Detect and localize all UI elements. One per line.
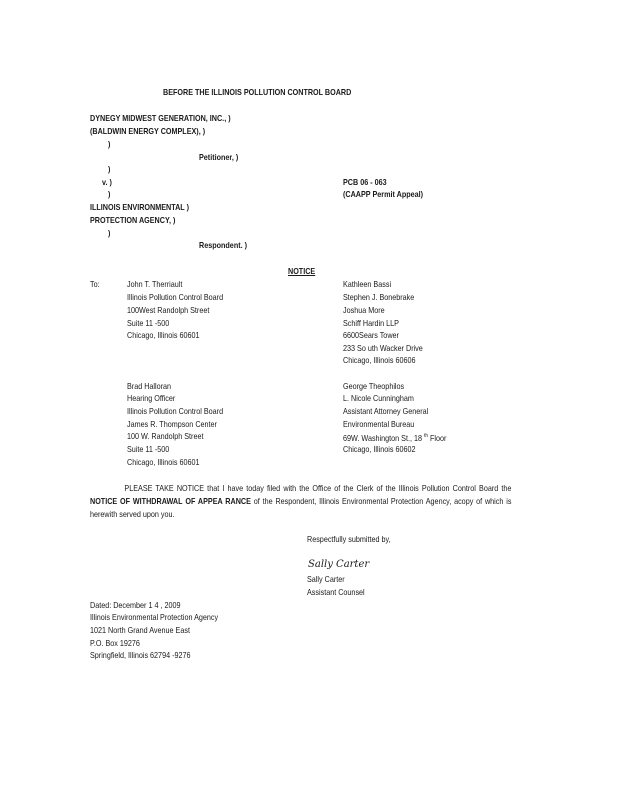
address-line: Environmental Bureau xyxy=(343,419,415,429)
case-number: PCB 06 - 063 xyxy=(343,177,387,187)
address-line: 100West Randolph Street xyxy=(127,305,210,315)
agency-address-line: P.O. Box 19276 xyxy=(90,638,140,648)
caption-paren: ) xyxy=(108,139,111,149)
caption-paren: ) xyxy=(108,164,111,174)
address-line: Suite 11 -500 xyxy=(127,444,170,454)
floor-text: Floor xyxy=(429,432,447,443)
address-line: Chicago, Illinois 60601 xyxy=(127,330,200,340)
floor-superscript: th xyxy=(424,433,428,439)
caption-versus: v. ) xyxy=(102,177,112,187)
caption-respondent-role: Respondent. ) xyxy=(199,240,248,250)
address-line: L. Nicole Cunningham xyxy=(343,393,414,403)
agency-address-line: Springfield, Illinois 62794 -9276 xyxy=(90,650,191,660)
body-bold-title: NOTICE OF WITHDRAWAL xyxy=(90,496,183,506)
notice-heading: NOTICE xyxy=(288,266,316,276)
signer-name: Sally Carter xyxy=(307,574,345,584)
caption-petitioner-line2: (BALDWIN ENERGY COMPLEX), ) xyxy=(90,126,206,136)
body-text: PLEASE TAKE NOTICE that I have today filed with the Office of the Clerk of the Illinois Pollution Control Board the xyxy=(124,483,512,493)
address-line: Illinois Pollution Control Board xyxy=(127,292,224,302)
document-title: BEFORE THE ILLINOIS POLLUTION CONTROL BOARD xyxy=(163,87,352,97)
address-line: Kathleen Bassi xyxy=(343,279,392,289)
to-label: To: xyxy=(90,279,100,289)
address-line: Chicago, Illinois 60601 xyxy=(127,457,200,467)
address-line: Illinois Pollution Control Board xyxy=(127,406,224,416)
respectfully-submitted: Respectfully submitted by, xyxy=(307,534,391,544)
address-line: Schiff Hardin LLP xyxy=(343,318,399,328)
address-line: Assistant Attorney General xyxy=(343,406,429,416)
address-line: Chicago, Illinois 60606 xyxy=(343,355,416,365)
notice-body-paragraph xyxy=(90,482,511,521)
address-line: Hearing Officer xyxy=(127,393,176,403)
address-line xyxy=(343,431,446,443)
address-line: James R. Thompson Center xyxy=(127,419,217,429)
caption-paren: ) xyxy=(108,189,111,199)
caption-petitioner-role: Petitioner, ) xyxy=(199,152,239,162)
caption-respondent-line2: PROTECTION AGENCY, ) xyxy=(90,215,176,225)
caption-respondent-line1: ILLINOIS ENVIRONMENTAL ) xyxy=(90,202,189,212)
caption-paren: ) xyxy=(108,228,111,238)
address-line: Chicago, Illinois 60602 xyxy=(343,444,416,454)
street-text: 69W. Washington St., 18 xyxy=(343,432,423,443)
address-line: Suite 11 -500 xyxy=(127,318,170,328)
date-line: Dated: December 1 4 , 2009 xyxy=(90,600,181,610)
caption-petitioner-line1: DYNEGY MIDWEST GENERATION, INC., ) xyxy=(90,113,231,123)
agency-address-line: 1021 North Grand Avenue East xyxy=(90,625,190,635)
address-line: 6600Sears Tower xyxy=(343,330,399,340)
agency-address-line: Illinois Environmental Protection Agency xyxy=(90,612,219,622)
signature-script: Sally Carter xyxy=(308,559,370,570)
address-line: 100 W. Randolph Street xyxy=(127,431,204,441)
body-text: of the Respondent, Illinois Environmental Protection Agency, acopy of which is herewith served upon you. xyxy=(90,496,512,519)
case-type: (CAAPP Permit Appeal) xyxy=(343,189,424,199)
signer-title: Assistant Counsel xyxy=(307,587,365,597)
address-line: Stephen J. Bonebrake xyxy=(343,292,415,302)
address-line: 233 So uth Wacker Drive xyxy=(343,343,423,353)
address-line: Joshua More xyxy=(343,305,385,315)
address-line: George Theophilos xyxy=(343,381,405,391)
body-bold-title: OF APPEA RANCE xyxy=(185,496,251,506)
address-line: Brad Halloran xyxy=(127,381,172,391)
address-line: John T. Therriault xyxy=(127,279,183,289)
